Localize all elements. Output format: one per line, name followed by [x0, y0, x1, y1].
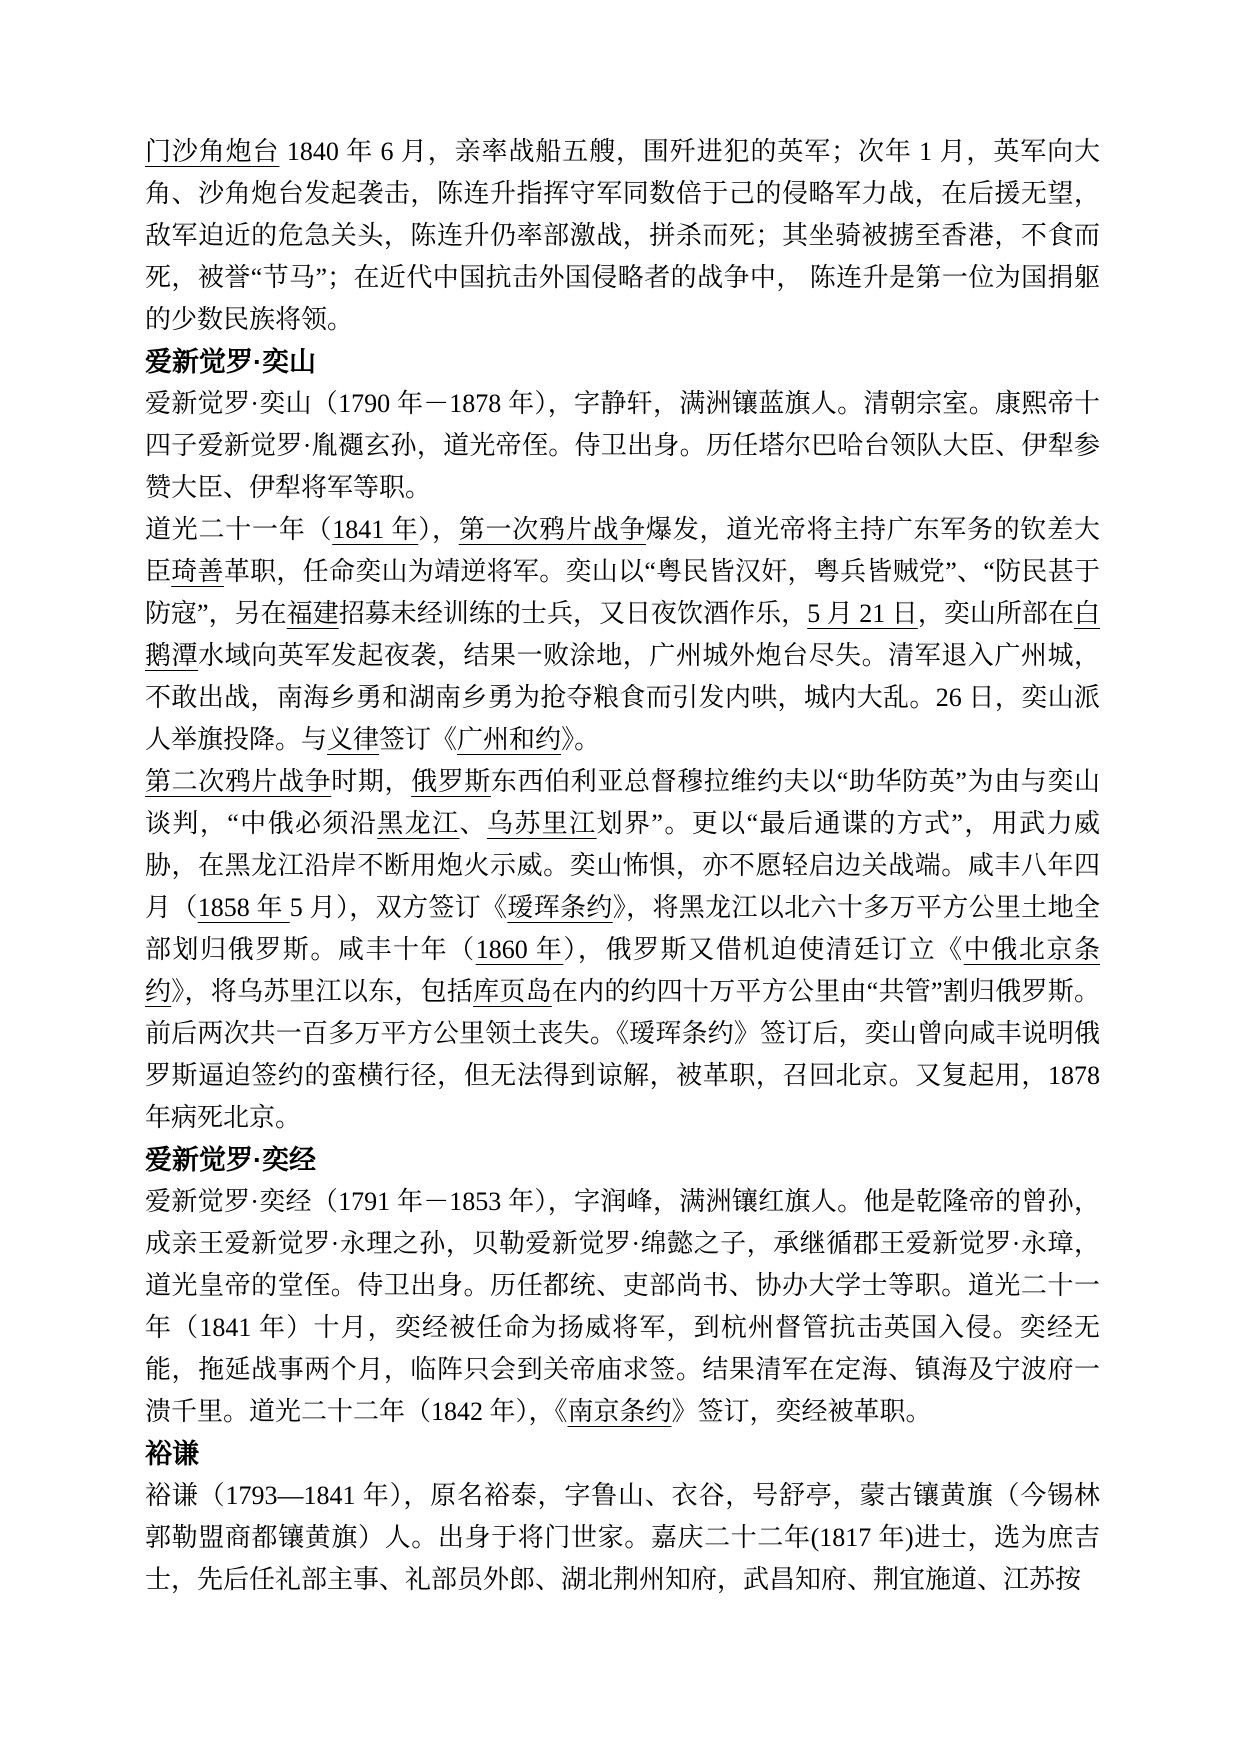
text-run: 时期， — [331, 767, 412, 796]
underlined-text: 南京条约 — [567, 1397, 672, 1426]
section-heading — [145, 1139, 1100, 1181]
underlined-text: 第二次鸦片战争 — [145, 767, 332, 796]
text-run: ，奕山所部在 — [917, 599, 1074, 628]
underlined-text: 黑龙江 — [377, 809, 460, 838]
text-run: ），俄罗斯又借机迫使清廷订立《 — [563, 935, 964, 964]
body-paragraph — [145, 761, 1100, 1139]
underlined-text: 中俄北京条约 — [145, 935, 1100, 1006]
underlined-text: 白鹅潭 — [145, 599, 1100, 670]
text-run: 》签订，奕经被革职。 — [671, 1397, 932, 1426]
body-paragraph — [145, 131, 1100, 341]
underlined-text: 5 月 21 日 — [807, 599, 918, 628]
text-run: 爱新觉罗·奕山（1790 年－1878 年），字静轩，满洲镶蓝旗人。清朝宗室。康熙帝十四子爱新觉罗·胤禵玄孙，道光帝侄。侍卫出身。历任塔尔巴哈台领队大臣、伊犁参赞大臣、伊犁将军等职。 — [145, 389, 1100, 502]
text-run: 裕谦（1793—1841 年），原名裕泰，字鲁山、衣谷，号舒亭，蒙古镶黄旗（今锡林郭勒盟商都镶黄旗）人。出身于将门世家。嘉庆二十二年(1817 年)进士，选为庶吉士，先后任礼部主事、礼部员外郎、湖北荆州知府，武昌知府、荆宜施道、江苏按 — [145, 1481, 1100, 1594]
text-run: 在内的约四十万平方公里由“共管”割归俄罗斯。前后两次共一百多万平方公里领土丧失。《瑷珲条约》签订后，奕山曾向咸丰说明俄罗斯逼迫签约的蛮横行径，但无法得到谅解，被革职，召回北京。又复起用，1878 年病死北京。 — [145, 977, 1100, 1132]
underlined-text: 俄罗斯 — [411, 767, 491, 796]
underlined-text: 门沙角炮台 — [145, 137, 280, 166]
body-paragraph — [145, 509, 1100, 761]
text-run: 东西伯利亚总督穆拉维约夫以“助华防英”为由与奕山谈判，“中俄必须沿 — [145, 767, 1100, 838]
text-run: 爆发，道光帝将主持广东军务的钦差大臣 — [145, 515, 1100, 586]
text-run: 划界”。更以“最后通谍的方式”，用武力威胁，在黑龙江沿岸不断用炮火示威。奕山怖惧，亦不愿轻启边关战端。咸丰八年四月（ — [145, 809, 1100, 922]
text-run: ）， — [418, 515, 459, 544]
text-run: 》。 — [561, 725, 601, 754]
body-paragraph — [145, 383, 1100, 509]
text-run: 1840 年 6 月，亲率战船五艘，围歼进犯的英军；次年 1 月，英军向大角、沙角炮台发起袭击，陈连升指挥守军同数倍于己的侵略军力战，在后援无望，敌军迫近的危急关头，陈连升仍率部激战，拼杀而死；其坐骑被掳至香港，不食而死，被誉“节马”；在近代中国抗击外国侵略者的战争中， 陈连升是第一位为国捐躯的少数民族将领。 — [145, 137, 1100, 334]
text-run: 水域向英军发起夜袭，结果一败涂地，广州城外炮台尽失。清军退入广州城，不敢出战，南海乡勇和湖南乡勇为抢夺粮食而引发内哄，城内大乱。26 日，奕山派人举旗投降。与 — [145, 641, 1100, 754]
text-run: 、 — [459, 809, 487, 838]
text-run: 革职，任命奕山为靖逆将军。奕山以“粤民皆汉奸，粤兵皆贼党”、“防民甚于防寇”，另在 — [145, 557, 1100, 628]
underlined-text: 广州和约 — [457, 725, 562, 754]
text-run: 爱新觉罗·奕经 — [145, 1145, 316, 1175]
underlined-text: 福建 — [286, 599, 339, 628]
underlined-text: 瑷珲条约 — [507, 893, 613, 922]
underlined-text: 第一次鸦片战争 — [458, 515, 646, 544]
underlined-text: 1858 年 — [197, 893, 290, 922]
section-heading — [145, 341, 1100, 383]
text-run: 爱新觉罗·奕山 — [145, 347, 316, 377]
underlined-text: 琦善 — [171, 557, 224, 586]
text-run: 道光二十一年（ — [145, 515, 333, 544]
body-paragraph — [145, 1475, 1100, 1601]
text-run: 5 月），双方签订《 — [289, 893, 508, 922]
section-heading — [145, 1433, 1100, 1475]
underlined-text: 1841 年 — [332, 515, 419, 544]
text-run: 裕谦 — [145, 1439, 199, 1469]
text-run: 签订《 — [379, 725, 458, 754]
text-run: 》，将黑龙江以北六十多万平方公里土地全部划归俄罗斯。咸丰十年（ — [145, 893, 1100, 964]
document-body — [145, 131, 1100, 1601]
underlined-text: 义律 — [327, 725, 380, 754]
body-paragraph — [145, 1181, 1100, 1433]
text-run: 爱新觉罗·奕经（1791 年－1853 年），字润峰，满洲镶红旗人。他是乾隆帝的曾孙，成亲王爱新觉罗·永理之孙，贝勒爱新觉罗·绵懿之子，承继循郡王爱新觉罗·永璋，道光皇帝的堂侄。侍卫出身。历任都统、吏部尚书、协办大学士等职。道光二十一年（1841 年）十月，奕经被任命为扬威将军，到杭州督管抗击英国入侵。奕经无能，拖延战事两个月，临阵只会到关帝庙求签。结果清军在定海、镇海及宁波府一溃千里。道光二十二年（1842 年），《 — [145, 1187, 1100, 1426]
text-run: 招募未经训练的士兵，又日夜饮酒作乐， — [338, 599, 808, 628]
text-run: 》，将乌苏里江以东，包括 — [171, 977, 474, 1006]
underlined-text: 库页岛 — [473, 977, 552, 1006]
underlined-text: 1860 年 — [475, 935, 564, 964]
underlined-text: 乌苏里江 — [486, 809, 597, 838]
